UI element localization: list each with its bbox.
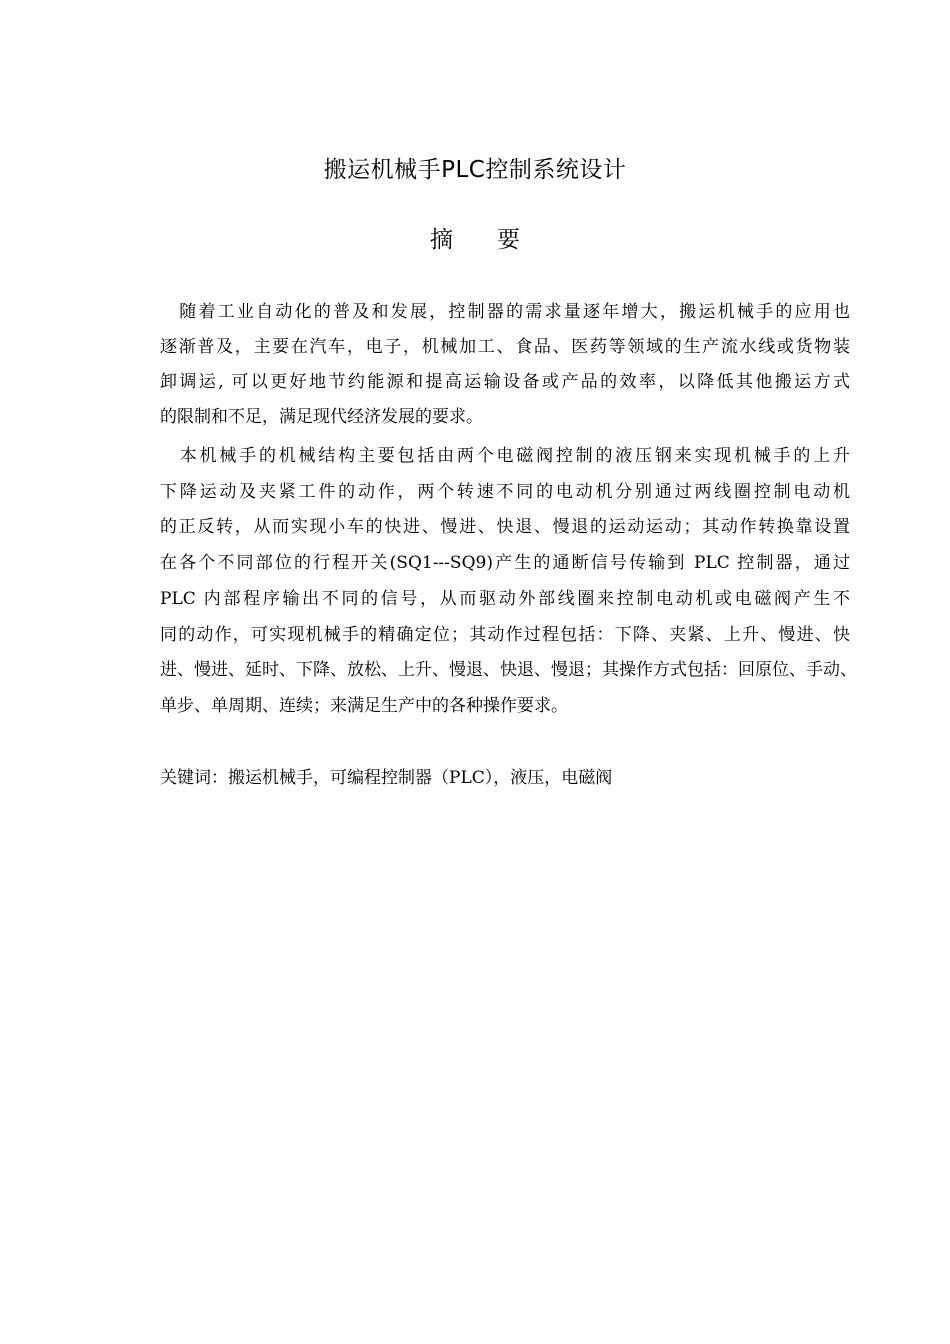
- abstract-heading: [0, 222, 950, 258]
- keywords-line: 关键词：搬运机械手，可编程控制器（PLC），液压，电磁阀: [160, 768, 613, 788]
- paragraph-line: 同的动作，可实现机械手的精确定位；其动作过程包括：下降、夹紧、上升、慢进、快: [160, 625, 850, 645]
- paragraph-line: 的限制和不足，满足现代经济发展的要求。: [160, 407, 483, 427]
- abstract-heading-char-2: 要: [497, 227, 520, 253]
- paragraph-line: 下降运动及夹紧工件的动作，两个转速不同的电动机分别通过两线圈控制电动机: [160, 482, 850, 502]
- paragraph-line: 的正反转，从而实现小车的快进、慢进、快退、慢退的运动运动；其动作转换靠设置: [160, 517, 850, 537]
- paragraph-line: 在各个不同部位的行程开关(SQ1---SQ9)产生的通断信号传输到 PLC 控制器，通过: [160, 553, 850, 573]
- paragraph-line: 进、慢进、延时、下降、放松、上升、慢退、快退、慢退；其操作方式包括：回原位、手动、: [160, 660, 857, 680]
- paragraph-line: 逐渐普及，主要在汽车，电子，机械加工、食品、医药等领域的生产流水线或货物装: [160, 337, 850, 357]
- document-title: 搬运机械手PLC控制系统设计: [323, 157, 627, 183]
- paragraph-line: 卸调运, 可以更好地节约能源和提高运输设备或产品的效率，以降低其他搬运方式: [160, 372, 850, 392]
- abstract-heading-char-1: 摘: [430, 227, 453, 253]
- paragraph-line: 随着工业自动化的普及和发展，控制器的需求量逐年增大，搬运机械手的应用也: [160, 302, 850, 322]
- paragraph-line: 本机械手的机械结构主要包括由两个电磁阀控制的液压钢来实现机械手的上升: [160, 446, 850, 466]
- paragraph-line: 单步、单周期、连续；来满足生产中的各种操作要求。: [160, 696, 568, 716]
- paragraph-line: PLC 内部程序输出不同的信号，从而驱动外部线圈来控制电动机或电磁阀产生不: [160, 589, 850, 609]
